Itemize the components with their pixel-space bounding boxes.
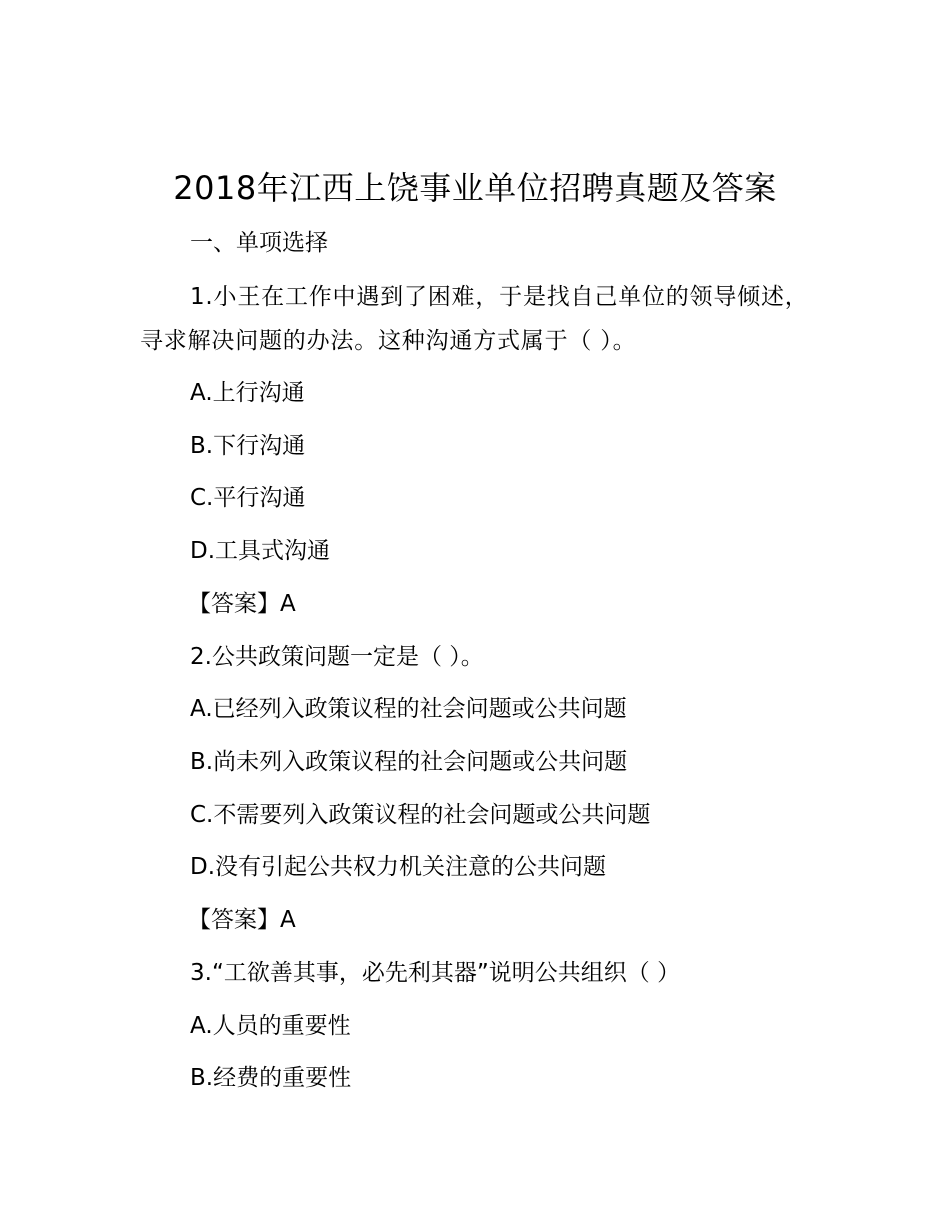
question-3-stem: 3.“工欲善其事，必先利其器”说明公共组织（ ） xyxy=(190,960,681,986)
question-2-answer: 【答案】A xyxy=(188,907,296,933)
question-1-option-b: B.下行沟通 xyxy=(190,433,306,459)
question-1-answer: 【答案】A xyxy=(188,591,296,617)
question-1-option-c: C.平行沟通 xyxy=(190,485,306,511)
question-1-option-d: D.工具式沟通 xyxy=(190,538,331,564)
question-2-option-a: A.已经列入政策议程的社会问题或公共问题 xyxy=(190,696,627,722)
question-2-option-c: C.不需要列入政策议程的社会问题或公共问题 xyxy=(190,802,651,828)
question-2-option-b: B.尚未列入政策议程的社会问题或公共问题 xyxy=(190,749,628,775)
question-1-stem: 1.小王在工作中遇到了困难，于是找自己单位的领导倾述，寻求解决问题的办法。这种沟通方式属于（ ）。 xyxy=(140,284,809,354)
document-title: 2018年江西上饶事业单位招聘真题及答案 xyxy=(173,169,777,207)
question-2-option-d: D.没有引起公共权力机关注意的公共问题 xyxy=(190,854,607,880)
question-3-option-b: B.经费的重要性 xyxy=(190,1065,352,1091)
question-1-option-a: A.上行沟通 xyxy=(190,380,305,406)
question-3-option-a: A.人员的重要性 xyxy=(190,1013,351,1039)
section-heading: 一、单项选择 xyxy=(190,230,328,256)
question-2-stem: 2.公共政策问题一定是（ ）。 xyxy=(190,644,484,670)
